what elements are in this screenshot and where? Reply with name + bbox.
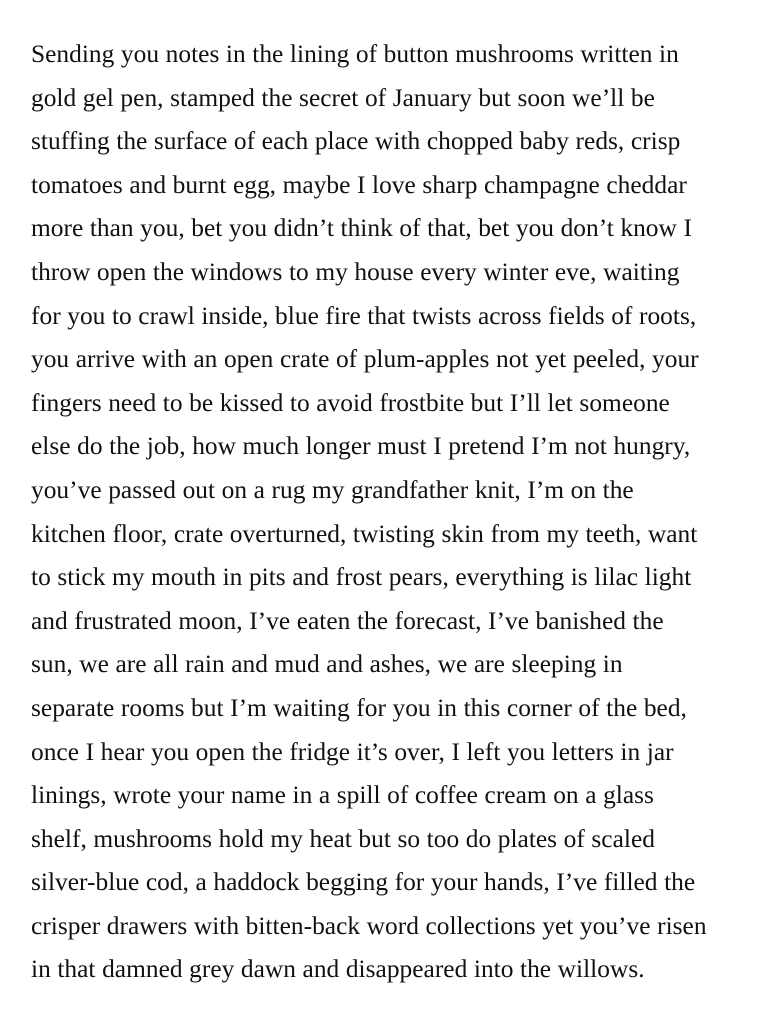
text-line: separate rooms but I’m waiting for you in this corner of the bed, — [31, 693, 687, 722]
text-line: silver-blue cod, a haddock begging for your hands, I’ve filled the — [31, 868, 696, 897]
text-line: shelf, mushrooms hold my heat but so too do plates of scaled — [31, 824, 655, 853]
text-line: gold gel pen, stamped the secret of January but soon we’ll be — [31, 83, 655, 112]
text-line: tomatoes and burnt egg, maybe I love sharp champagne cheddar — [31, 170, 687, 199]
text-line: for you to crawl inside, blue fire that twists across fields of roots, — [31, 301, 697, 330]
text-line: you’ve passed out on a rug my grandfather knit, I’m on the — [31, 475, 634, 504]
text-line: and frustrated moon, I’ve eaten the forecast, I’ve banished the — [31, 606, 664, 635]
text-line: in that damned grey dawn and disappeared into the willows. — [31, 955, 645, 984]
text-line: sun, we are all rain and mud and ashes, we are sleeping in — [31, 650, 623, 679]
text-line: kitchen floor, crate overturned, twisting skin from my teeth, want — [31, 519, 698, 548]
text-line: stuffing the surface of each place with chopped baby reds, crisp — [31, 127, 681, 156]
body-text-block — [31, 33, 734, 992]
text-line: to stick my mouth in pits and frost pears, everything is lilac light — [31, 563, 692, 592]
text-line: fingers need to be kissed to avoid frostbite but I’ll let someone — [31, 388, 670, 417]
text-line: throw open the windows to my house every winter eve, waiting — [31, 257, 680, 286]
text-line: you arrive with an open crate of plum-apples not yet peeled, your — [31, 345, 699, 374]
text-line: else do the job, how much longer must I pretend I’m not hungry, — [31, 432, 691, 461]
text-line: crisper drawers with bitten-back word collections yet you’ve risen — [31, 911, 707, 940]
text-line: more than you, bet you didn’t think of that, bet you don’t know I — [31, 214, 692, 243]
text-line: linings, wrote your name in a spill of coffee cream on a glass — [31, 781, 654, 810]
text-line: once I hear you open the fridge it’s over, I left you letters in jar — [31, 737, 674, 766]
text-line: Sending you notes in the lining of button mushrooms written in — [31, 40, 679, 68]
